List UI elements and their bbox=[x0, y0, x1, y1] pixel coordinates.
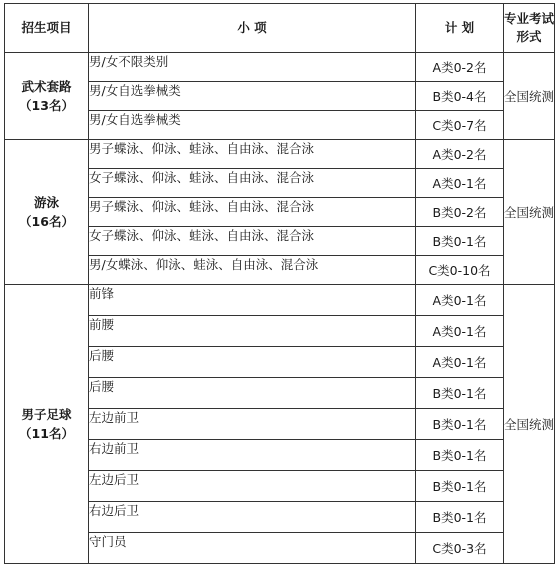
header-plan: 计 划 bbox=[416, 4, 504, 53]
project-cell-swimming bbox=[5, 140, 89, 285]
plan-cell: C类0-7名 bbox=[416, 111, 504, 140]
item-cell: 女子蝶泳、仰泳、蛙泳、自由泳、混合泳 bbox=[89, 169, 416, 198]
plan-cell: A类0-1名 bbox=[416, 316, 504, 347]
project-count: （11名） bbox=[19, 426, 74, 441]
plan-cell: B类0-1名 bbox=[416, 471, 504, 502]
plan-cell: A类0-1名 bbox=[416, 347, 504, 378]
item-cell: 男/女自选拳械类 bbox=[89, 111, 416, 140]
header-item: 小 项 bbox=[89, 4, 416, 53]
enrollment-plan-table bbox=[4, 3, 555, 564]
project-cell-wushu bbox=[5, 53, 89, 140]
plan-cell: A类0-2名 bbox=[416, 53, 504, 82]
plan-cell: A类0-2名 bbox=[416, 140, 504, 169]
table-row bbox=[5, 53, 555, 82]
project-cell-football bbox=[5, 285, 89, 564]
header-exam-form: 专业考试形式 bbox=[504, 4, 555, 53]
item-cell: 右边前卫 bbox=[89, 440, 416, 471]
exam-form-cell: 全国统测 bbox=[504, 140, 555, 285]
plan-cell: B类0-1名 bbox=[416, 409, 504, 440]
plan-cell: B类0-2名 bbox=[416, 198, 504, 227]
item-cell: 前锋 bbox=[89, 285, 416, 316]
item-cell: 左边前卫 bbox=[89, 409, 416, 440]
plan-cell: B类0-1名 bbox=[416, 440, 504, 471]
project-name: 武术套路 bbox=[21, 79, 72, 94]
exam-form-cell: 全国统测 bbox=[504, 285, 555, 564]
plan-cell: B类0-4名 bbox=[416, 82, 504, 111]
exam-form-cell: 全国统测 bbox=[504, 53, 555, 140]
project-name: 男子足球 bbox=[21, 407, 72, 422]
plan-cell: B类0-1名 bbox=[416, 502, 504, 533]
project-name: 游泳 bbox=[33, 195, 59, 210]
item-cell: 男子蝶泳、仰泳、蛙泳、自由泳、混合泳 bbox=[89, 140, 416, 169]
item-cell: 男/女不限类别 bbox=[89, 53, 416, 82]
table-row bbox=[5, 140, 555, 169]
item-cell: 后腰 bbox=[89, 347, 416, 378]
plan-cell: C类0-10名 bbox=[416, 256, 504, 285]
item-cell: 男/女自选拳械类 bbox=[89, 82, 416, 111]
item-cell: 女子蝶泳、仰泳、蛙泳、自由泳、混合泳 bbox=[89, 227, 416, 256]
table-row bbox=[5, 285, 555, 316]
item-cell: 男子蝶泳、仰泳、蛙泳、自由泳、混合泳 bbox=[89, 198, 416, 227]
plan-cell: A类0-1名 bbox=[416, 285, 504, 316]
header-project: 招生项目 bbox=[5, 4, 89, 53]
item-cell: 守门员 bbox=[89, 533, 416, 564]
plan-cell: B类0-1名 bbox=[416, 378, 504, 409]
plan-cell: C类0-3名 bbox=[416, 533, 504, 564]
item-cell: 前腰 bbox=[89, 316, 416, 347]
item-cell: 男/女蝶泳、仰泳、蛙泳、自由泳、混合泳 bbox=[89, 256, 416, 285]
plan-cell: A类0-1名 bbox=[416, 169, 504, 198]
plan-cell: B类0-1名 bbox=[416, 227, 504, 256]
item-cell: 右边后卫 bbox=[89, 502, 416, 533]
project-count: （13名） bbox=[19, 98, 74, 113]
item-cell: 后腰 bbox=[89, 378, 416, 409]
table-header-row bbox=[5, 4, 555, 53]
project-count: （16名） bbox=[19, 214, 74, 229]
item-cell: 左边后卫 bbox=[89, 471, 416, 502]
